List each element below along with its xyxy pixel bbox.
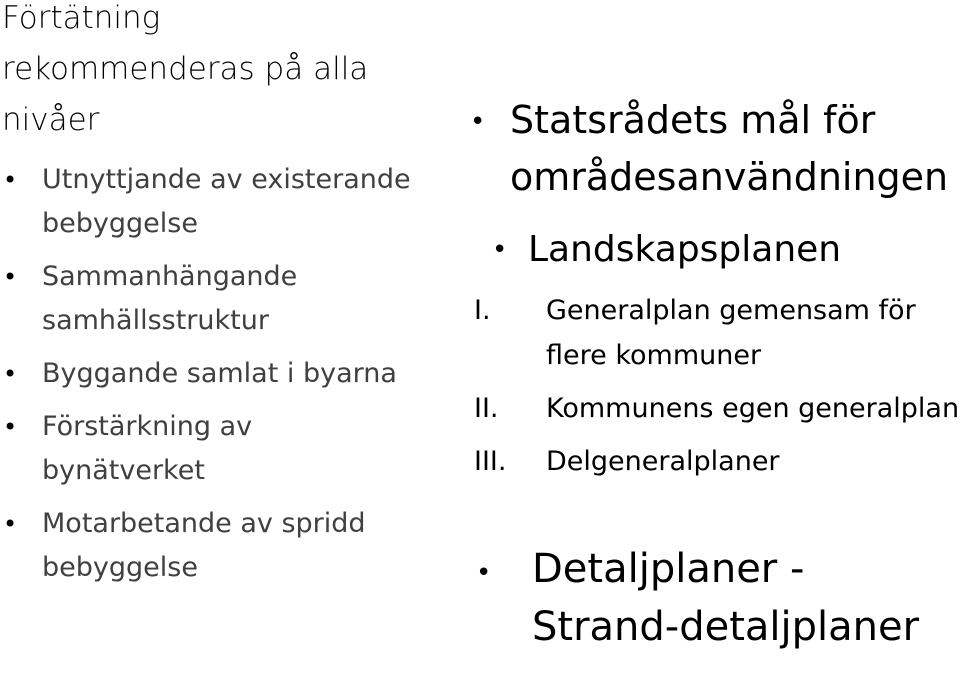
list-number: I. — [474, 295, 491, 326]
bullet-icon: • — [3, 263, 18, 291]
list-item-text: Förstärkning av bynätverket — [42, 411, 253, 486]
list-item-text: Byggande samlat i byarna — [42, 358, 397, 389]
main-bullet-text: Statsrådets mål för områdesanvändningen — [510, 98, 949, 199]
list-item — [0, 352, 420, 396]
bullet-icon: • — [492, 235, 508, 265]
list-number: II. — [474, 393, 499, 424]
left-heading: Förtätning rekommenderas på alla nivåer — [2, 0, 369, 138]
bullet-icon: • — [3, 360, 18, 388]
ordered-list — [474, 288, 960, 492]
list-item — [474, 439, 960, 484]
list-item-text: Generalplan gemensam för flere kommuner — [546, 295, 916, 371]
detaljplaner-bullet — [476, 540, 960, 656]
list-item-text: Motarbetande av spridd bebyggelse — [42, 508, 366, 583]
list-item-text: Kommunens egen generalplan — [546, 393, 960, 424]
detaljplaner-bullet-text: Detaljplaner - Strand-detaljplaner — [532, 546, 920, 650]
list-item — [474, 386, 960, 431]
bullet-icon: • — [470, 107, 486, 137]
left-bullet-list — [0, 158, 420, 599]
list-item — [0, 255, 420, 343]
bullet-icon: • — [3, 166, 18, 194]
list-item — [474, 288, 960, 378]
list-item-text: Utnyttjande av existerande bebyggelse — [42, 164, 411, 239]
bullet-icon: • — [3, 510, 18, 538]
list-item — [0, 158, 420, 246]
list-item — [0, 405, 420, 493]
bullet-icon: • — [476, 558, 492, 588]
list-item-text: Delgeneralplaner — [546, 446, 780, 477]
list-item-text: Sammanhängande samhällsstruktur — [42, 261, 298, 336]
bullet-icon: • — [3, 413, 18, 441]
sub-bullet — [482, 222, 952, 278]
sub-bullet-text: Landskapsplanen — [528, 229, 842, 270]
list-item — [0, 502, 420, 590]
main-bullet — [470, 92, 960, 206]
list-number: III. — [474, 446, 507, 477]
